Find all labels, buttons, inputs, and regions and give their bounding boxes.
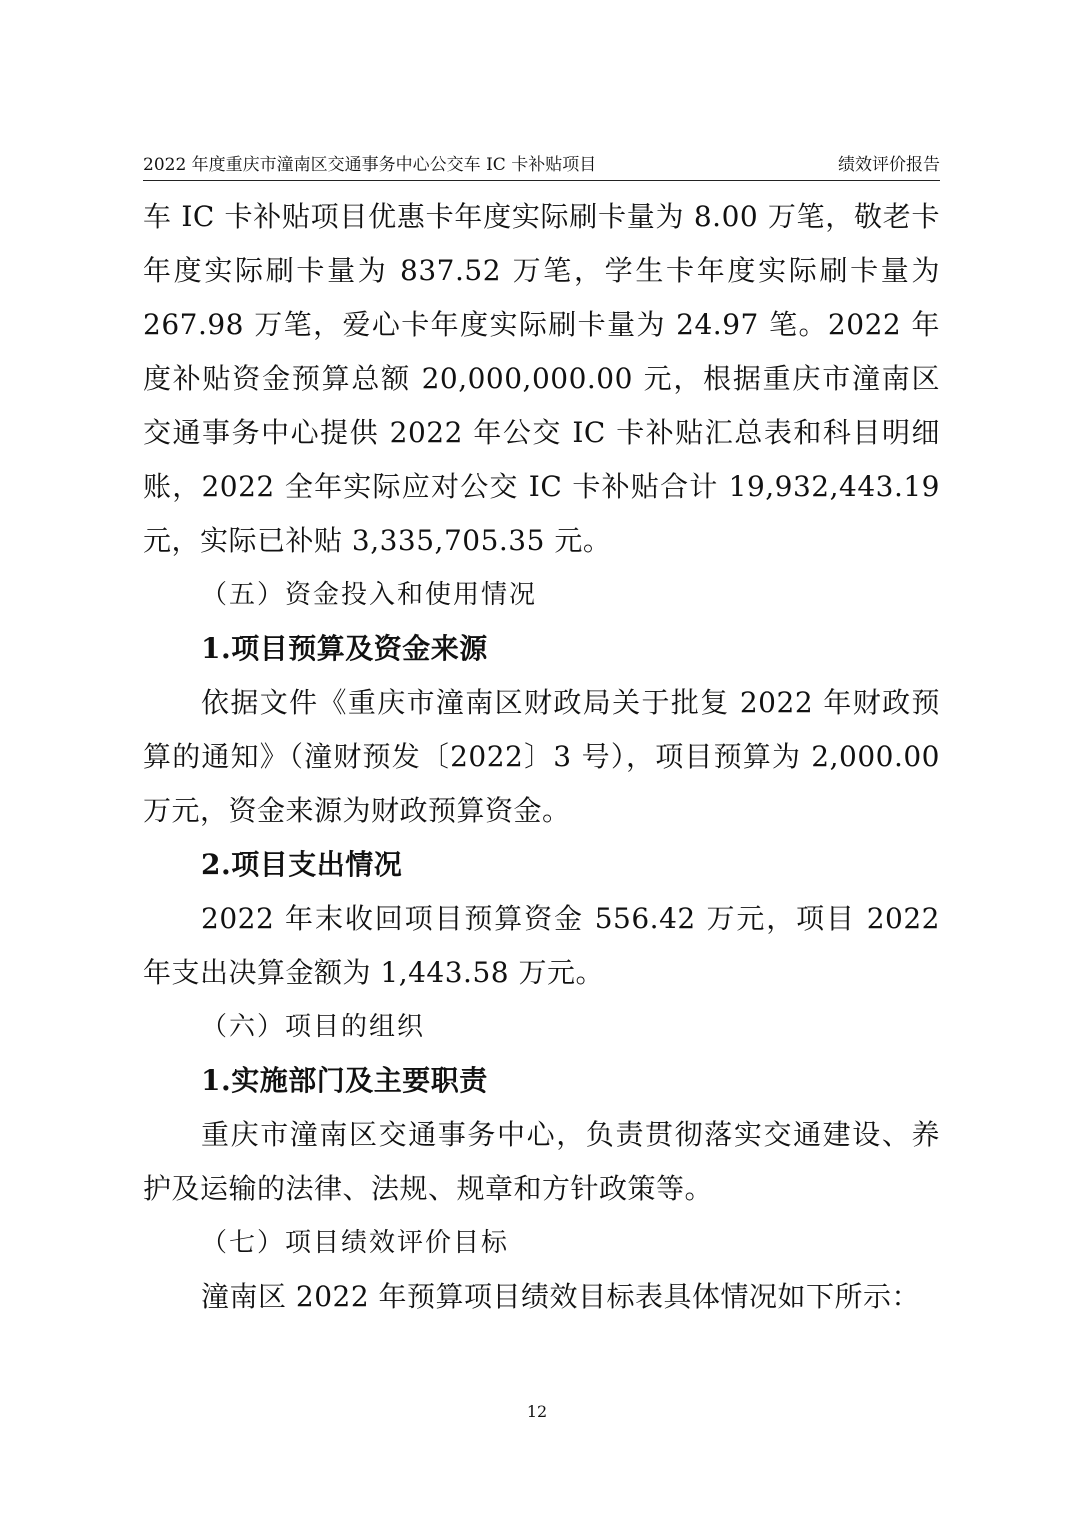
section-heading-evaluation-goals: （七）项目绩效评价目标 — [201, 1228, 510, 1258]
header-report-title: 绩效评价报告 — [838, 155, 940, 175]
subheading-expenditure: 2.项目支出情况 — [201, 848, 403, 881]
subheading-department-duties: 1.实施部门及主要职责 — [201, 1064, 488, 1097]
running-header — [143, 150, 940, 181]
section-heading-funding: （五）资金投入和使用情况 — [201, 580, 538, 610]
paragraph-budget-source: 依据文件《重庆市潼南区财政局关于批复 2022 年财政预算的通知》（潼财预发〔2022〕3 号），项目预算为 2,000.00 万元，资金来源为财政预算资金。 — [143, 686, 940, 827]
paragraph-department-duties: 重庆市潼南区交通事务中心，负责贯彻落实交通建设、养护及运输的法律、法规、规章和方针政策等。 — [143, 1118, 940, 1205]
page-number: 12 — [526, 1402, 548, 1421]
header-project-title: 2022 年度重庆市潼南区交通事务中心公交车 IC 卡补贴项目 — [143, 155, 597, 175]
section-heading-organization: （六）项目的组织 — [201, 1012, 426, 1042]
page-body — [143, 190, 940, 1324]
subheading-budget-source: 1.项目预算及资金来源 — [201, 632, 488, 665]
paragraph-expenditure: 2022 年末收回项目预算资金 556.42 万元，项目 2022 年支出决算金额为 1,443.58 万元。 — [143, 902, 940, 989]
paragraph-goals-intro: 潼南区 2022 年预算项目绩效目标表具体情况如下所示： — [201, 1280, 921, 1313]
paragraph-card-usage: 车 IC 卡补贴项目优惠卡年度实际刷卡量为 8.00 万笔，敬老卡年度实际刷卡量为 837.52 万笔，学生卡年度实际刷卡量为 267.98 万笔，爱心卡年度实际刷卡量为 24.97 笔。2022 年度补贴资金预算总额 20,000,000.00 元，根据重庆市潼南区交通事务中心提供 2022 年公交 IC 卡补贴汇总表和科目明细账，2022 全年实际应对公交 IC 卡补贴合计 19,932,443.19 元，实际已补贴 3,335,705.35 元。 — [143, 200, 940, 557]
